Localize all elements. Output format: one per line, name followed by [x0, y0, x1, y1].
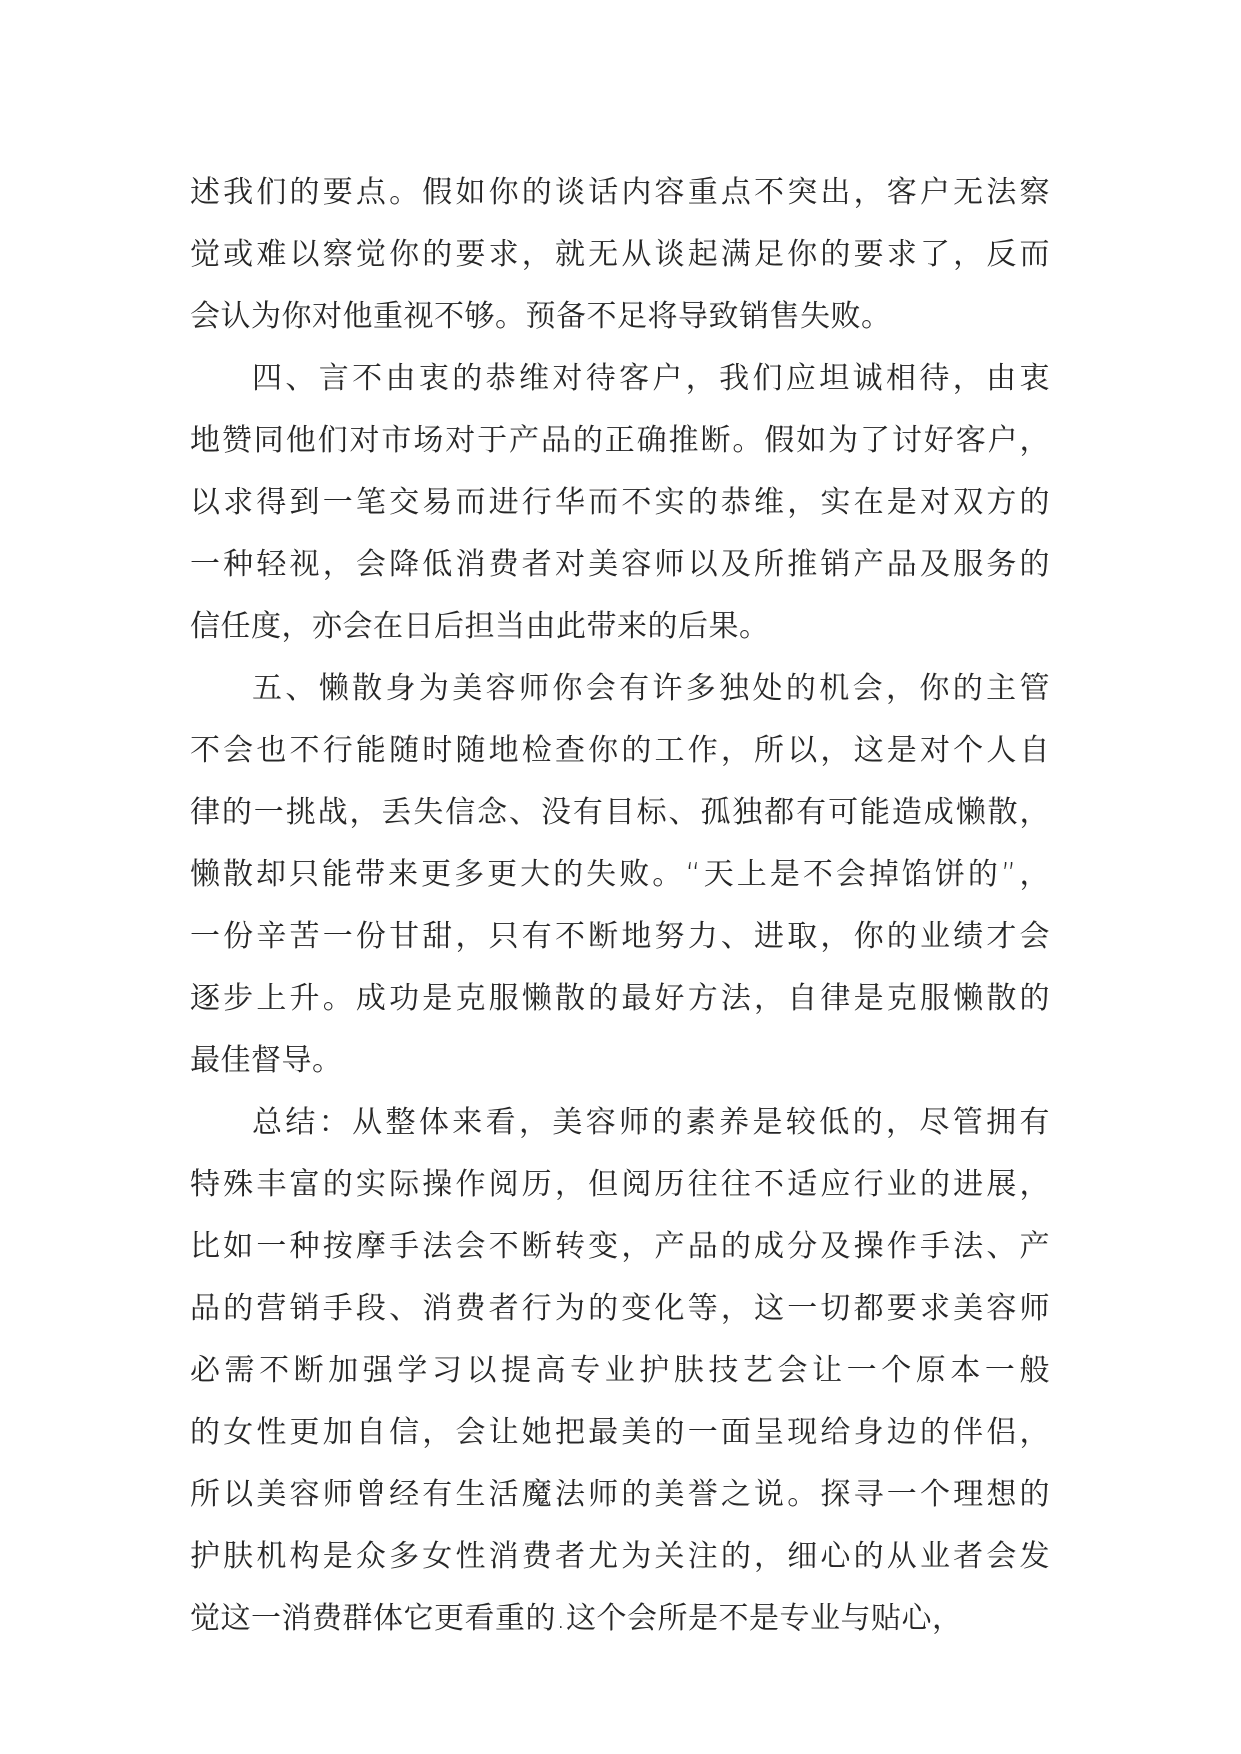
text-line: 最佳督导。 — [190, 1043, 343, 1078]
text-line: 特殊丰富的实际操作阅历，但阅历往往不适应行业的进展， — [190, 1167, 1050, 1202]
text-line: 必需不断加强学习以提高专业护肤技艺会让一个原本一般 — [190, 1353, 1050, 1388]
paragraph-start-line: 总结：从整体来看，美容师的素养是较低的，尽管拥有 — [252, 1105, 1050, 1140]
text-line: 护肤机构是众多女性消费者尤为关注的，细心的从业者会发 — [190, 1539, 1050, 1574]
text-line: 的女性更加自信，会让她把最美的一面呈现给身边的伴侣， — [190, 1415, 1050, 1450]
text-line: 所以美容师曾经有生活魔法师的美誉之说。探寻一个理想的 — [190, 1477, 1050, 1512]
text-line: 不会也不行能随时随地检查你的工作，所以，这是对个人自 — [190, 733, 1050, 768]
body-text — [190, 162, 1050, 1650]
paragraph-start-line: 五、懒散身为美容师你会有许多独处的机会，你的主管 — [252, 671, 1050, 706]
text-line: 比如一种按摩手法会不断转变，产品的成分及操作手法、产 — [190, 1229, 1050, 1264]
text-line: 地赞同他们对市场对于产品的正确推断。假如为了讨好客户， — [190, 423, 1050, 458]
text-line: 觉或难以察觉你的要求，就无从谈起满足你的要求了，反而 — [190, 237, 1050, 272]
paragraph-start-line: 四、言不由衷的恭维对待客户，我们应坦诚相待，由衷 — [252, 361, 1050, 396]
text-line: 以求得到一笔交易而进行华而不实的恭维，实在是对双方的 — [190, 485, 1050, 520]
text-line: 逐步上升。成功是克服懒散的最好方法，自律是克服懒散的 — [190, 981, 1050, 1016]
text-line: 律的一挑战，丢失信念、没有目标、孤独都有可能造成懒散， — [190, 795, 1050, 830]
text-line: 一种轻视，会降低消费者对美容师以及所推销产品及服务的 — [190, 547, 1050, 582]
text-line: 会认为你对他重视不够。预备不足将导致销售失败。 — [190, 299, 892, 334]
text-line: 信任度，亦会在日后担当由此带来的后果。 — [190, 609, 770, 644]
text-line: 品的营销手段、消费者行为的变化等，这一切都要求美容师 — [190, 1291, 1050, 1326]
text-line: 懒散却只能带来更多更大的失败。“天上是不会掉馅饼的”， — [190, 857, 1050, 892]
text-line: 觉这一消费群体它更看重的.这个会所是不是专业与贴心， — [190, 1601, 963, 1636]
text-line: 述我们的要点。假如你的谈话内容重点不突出，客户无法察 — [190, 175, 1050, 210]
text-line: 一份辛苦一份甘甜，只有不断地努力、进取，你的业绩才会 — [190, 919, 1050, 954]
